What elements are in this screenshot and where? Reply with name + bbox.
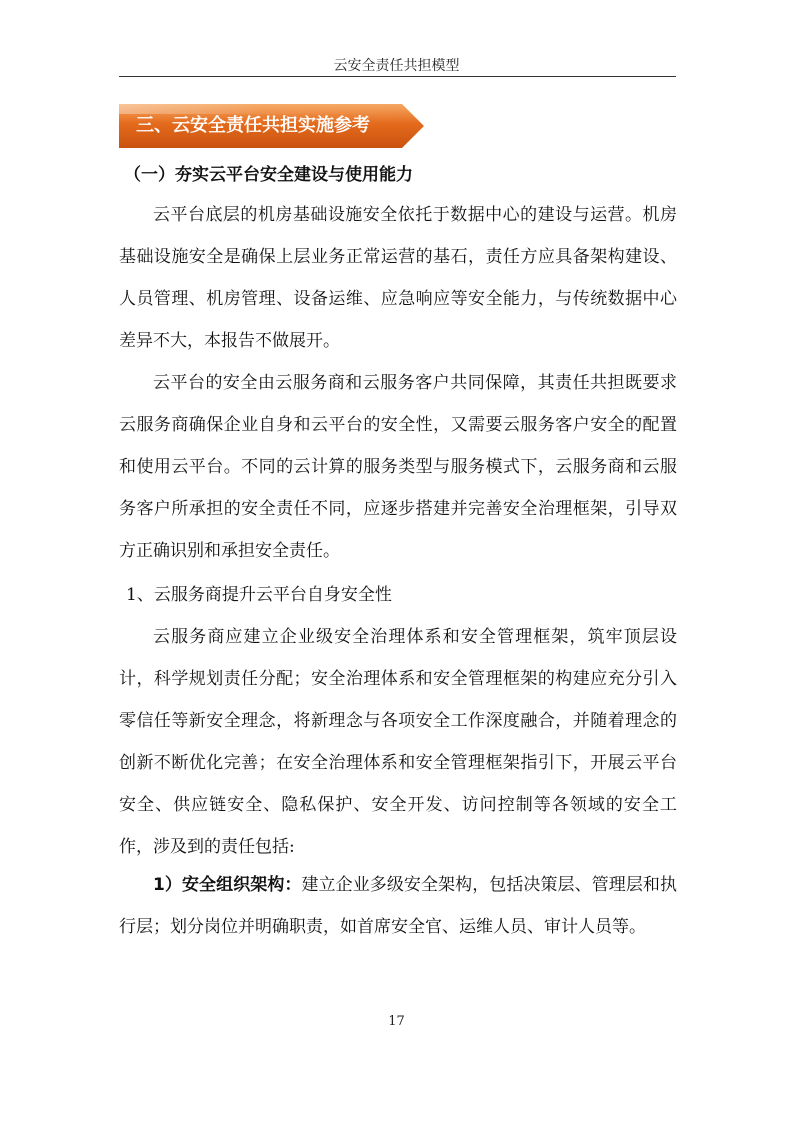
list-item-text: 建立企业多级安全架构，包括决策层、管理层和执行层；划分岗位并明确职责，如首席安全官、运维人员、审计人员等。 xyxy=(119,875,677,937)
page-number: 17 xyxy=(388,1014,405,1029)
item-heading: 1、云服务商提升云平台自身安全性 xyxy=(126,585,392,605)
paragraph-shared-responsibility: 云平台的安全由云服务商和云服务客户共同保障，其责任共担既要求云服务商确保企业自身和云平台的安全性，又需要云服务客户安全的配置和使用云平台。不同的云计算的服务类型与服务模式下，云服务商和云服务客户所承担的安全责任不同，应逐步搭建并完善安全治理框架，引导双方正确识别和承担安全责任。 xyxy=(119,373,677,561)
list-item-lead: 1）安全组织架构： xyxy=(153,875,302,895)
section-banner-title: 三、云安全责任共担实施参考 xyxy=(136,115,370,136)
list-item-security-organization xyxy=(119,864,677,948)
paragraph-provider-governance: 云服务商应建立企业级安全治理体系和安全管理框架，筑牢顶层设计，科学规划责任分配；安全治理体系和安全管理框架的构建应充分引入零信任等新安全理念，将新理念与各项安全工作深度融合，并随着理念的创新不断优化完善；在安全治理体系和安全管理框架指引下，开展云平台安全、供应链安全、隐私保护、安全开发、访问控制等各领域的安全工作，涉及到的责任包括: xyxy=(119,627,677,857)
section-banner xyxy=(119,104,424,148)
header-rule xyxy=(119,76,676,77)
paragraph-infrastructure: 云平台底层的机房基础设施安全依托于数据中心的建设与运营。机房基础设施安全是确保上层业务正常运营的基石，责任方应具备架构建设、人员管理、机房管理、设备运维、应急响应等安全能力，与传统数据中心差异不大，本报告不做展开。 xyxy=(119,205,677,351)
running-header-title: 云安全责任共担模型 xyxy=(333,58,460,74)
subsection-heading: （一）夯实云平台安全建设与使用能力 xyxy=(124,165,413,185)
